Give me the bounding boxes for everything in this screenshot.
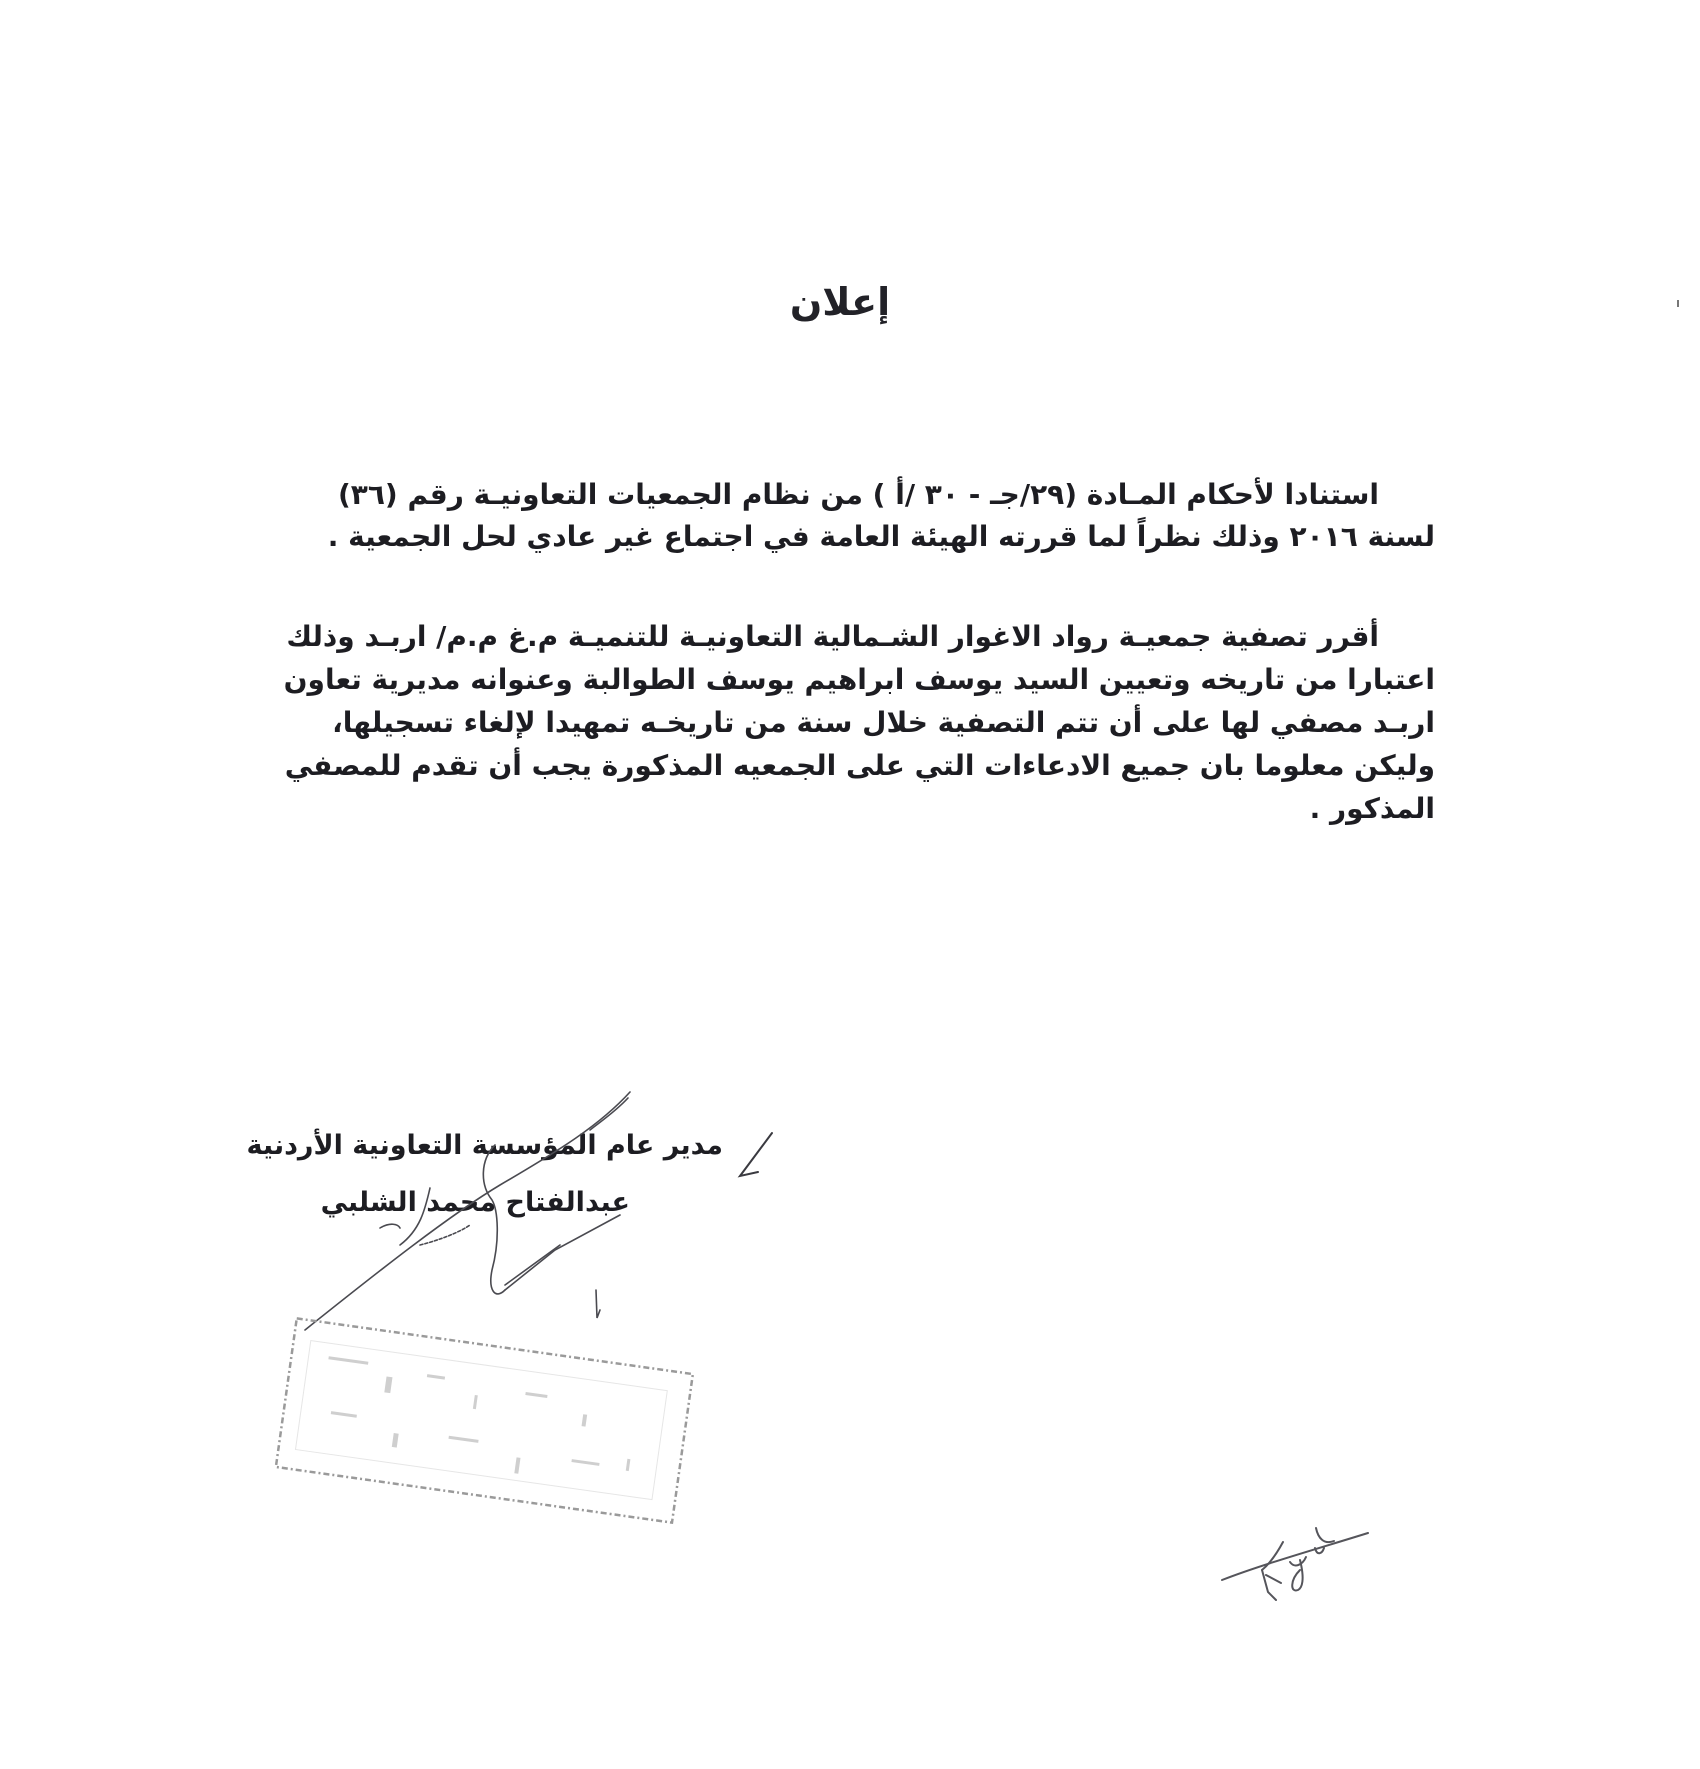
signatory-name: عبدالفتاح محمد الشلبي xyxy=(320,1187,630,1218)
paragraph-line-text: أقرر تصفية جمعيـة رواد الاغوار الشـمالية التعاونيـة للتنميـة م.غ م.م/ اربـد وذلك xyxy=(286,620,1379,653)
paragraph-decision xyxy=(255,615,1435,830)
approval-tick-mark xyxy=(740,1133,772,1176)
paragraph-legal-basis xyxy=(255,474,1435,558)
paragraph-line xyxy=(255,474,1435,516)
document-title: إعلان xyxy=(789,280,891,324)
paragraph-line: اعتبارا من تاريخه وتعيين السيد يوسف ابراهيم يوسف الطوالبة وعنوانه مديرية تعاون xyxy=(283,663,1435,696)
scan-mark xyxy=(1677,300,1679,307)
stamp-faded-marks xyxy=(316,1356,638,1489)
paragraph-line xyxy=(255,615,1435,658)
paragraph-line: اربـد مصفي لها على أن تتم التصفية خلال سنة من تاريخـه تمهيدا لإلغاء تسجيلها، xyxy=(332,706,1435,739)
paragraph-line: المذكور . xyxy=(1309,792,1435,825)
signatory-title: مدير عام المؤسسة التعاونية الأردنية xyxy=(246,1130,723,1161)
handwritten-initials xyxy=(1222,1528,1368,1600)
paragraph-line: وليكن معلوما بان جميع الادعاءات التي على الجمعيه المذكورة يجب أن تقدم للمصفي xyxy=(284,749,1435,782)
paragraph-line: لسنة ٢٠١٦ وذلك نظراً لما قررته الهيئة العامة في اجتماع غير عادي لحل الجمعية . xyxy=(327,520,1435,553)
official-stamp xyxy=(276,1318,693,1522)
paragraph-line-text: استنادا لأحكام المـادة (٢٩/جـ - ٣٠ /أ ) من نظام الجمعيات التعاونيـة رقم (٣٦) xyxy=(337,478,1379,511)
